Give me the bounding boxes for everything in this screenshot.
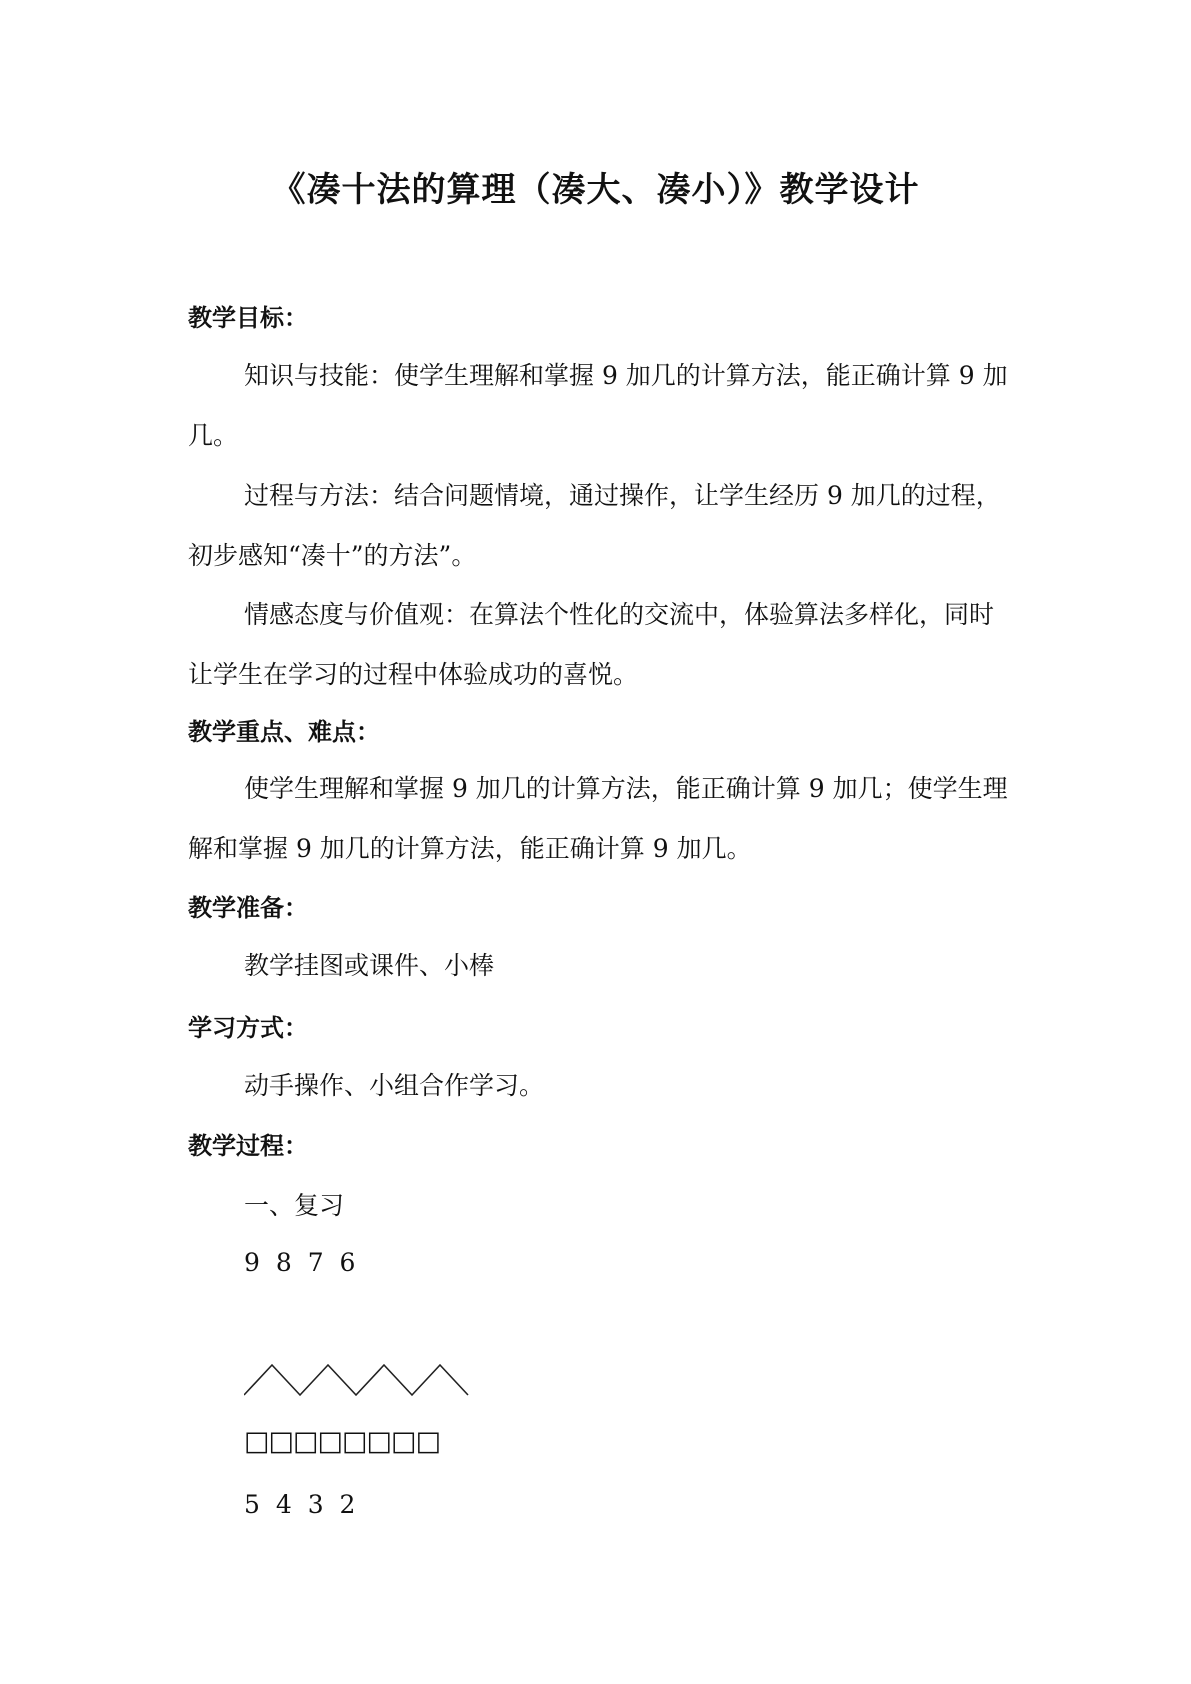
answer-boxes: □□□□□□□□	[244, 1426, 441, 1457]
objectives-heading: 教学目标：	[188, 304, 308, 332]
top-numbers: 9 8 7 6	[244, 1248, 360, 1277]
key-points-heading: 教学重点、难点：	[188, 718, 380, 746]
learning-mode-text: 动手操作、小组合作学习。	[244, 1071, 545, 1100]
preparation-text: 教学挂图或课件、小棒	[244, 951, 495, 980]
objective-process: 过程与方法：结合问题情境，通过操作，让学生经历 9 加几的过程，初步感知“凑十”的方法”。	[188, 481, 1001, 570]
process-step1: 一、复习	[244, 1191, 345, 1220]
zigzag-lines	[244, 1363, 474, 1397]
bottom-numbers: 5 4 3 2	[244, 1490, 360, 1519]
document-title: 《凑十法的算理（凑大、凑小）》教学设计	[271, 170, 920, 210]
learning-mode-heading: 学习方式：	[188, 1014, 308, 1042]
objective-emotion: 情感态度与价值观：在算法个性化的交流中，体验算法多样化，同时让学生在学习的过程中体验成功的喜悦。	[188, 600, 995, 689]
key-points-text: 使学生理解和掌握 9 加几的计算方法，能正确计算 9 加几；使学生理解和掌握 9 加几的计算方法，能正确计算 9 加几。	[188, 774, 1008, 863]
objective-knowledge: 知识与技能：使学生理解和掌握 9 加几的计算方法，能正确计算 9 加几。	[188, 361, 1008, 450]
preparation-heading: 教学准备：	[188, 894, 308, 922]
process-heading: 教学过程：	[188, 1132, 308, 1160]
